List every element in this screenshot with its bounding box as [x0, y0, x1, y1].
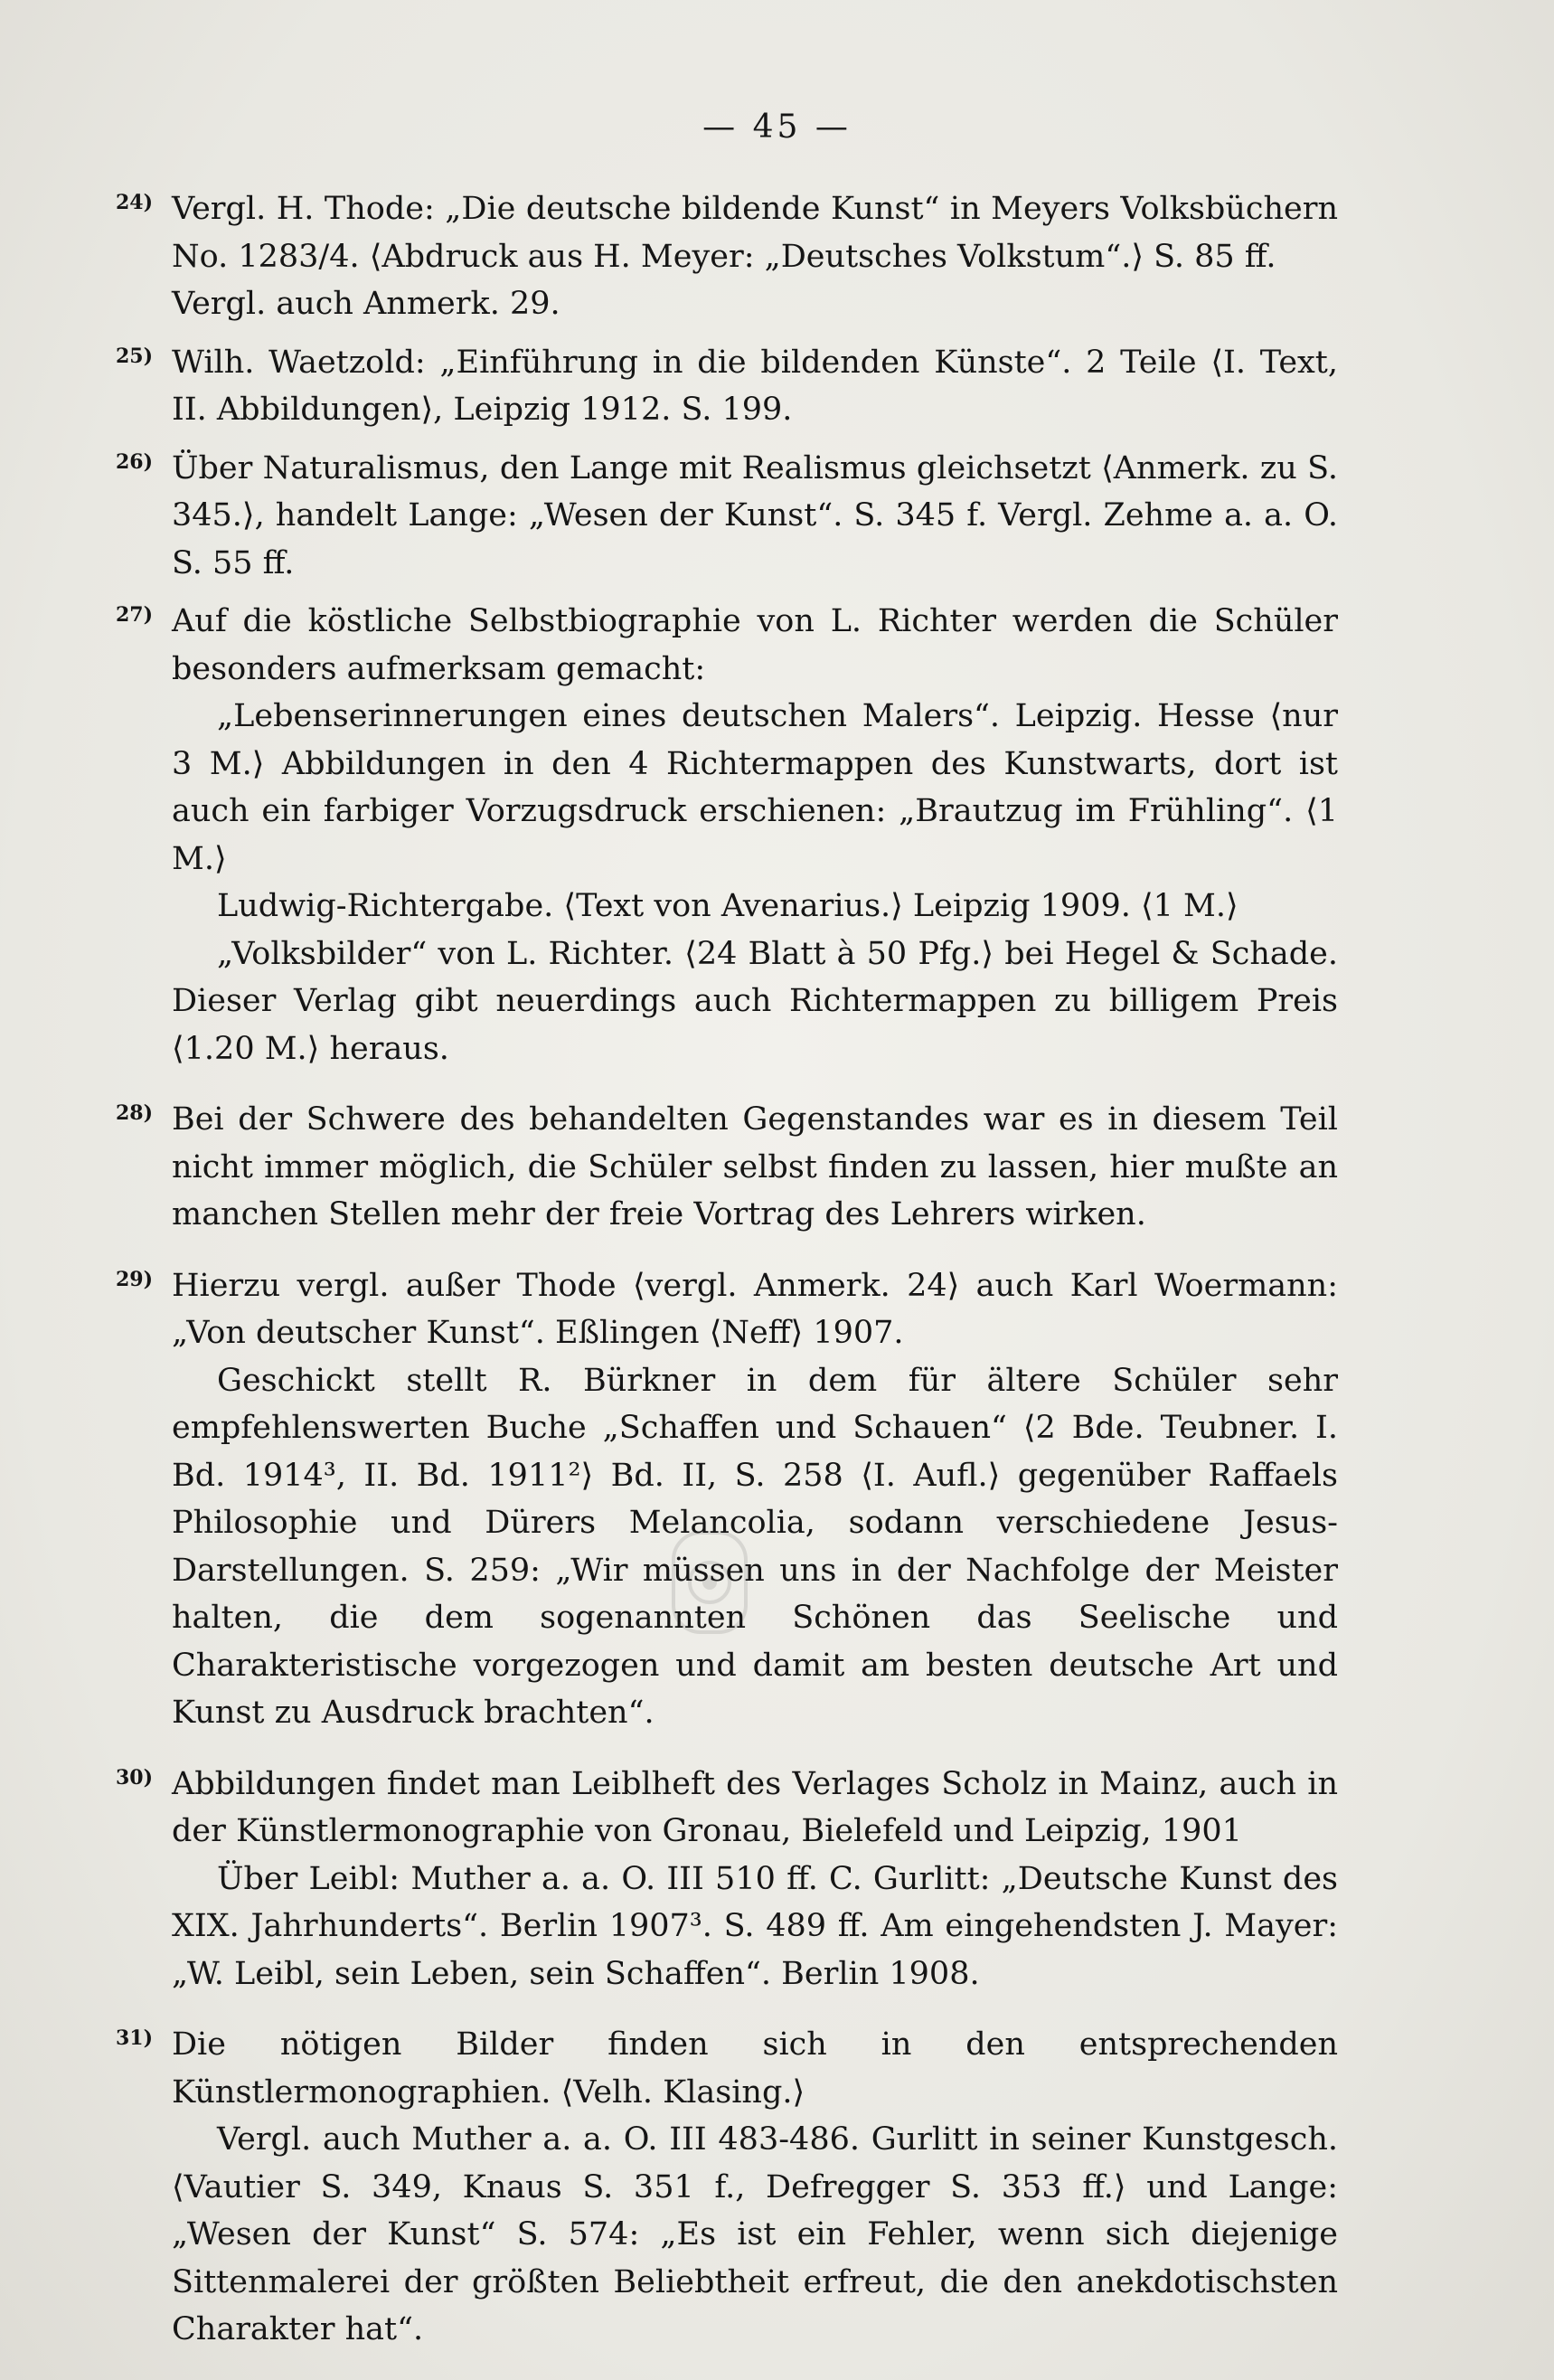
page-number: — 45 — — [702, 109, 852, 146]
footnote-24 — [116, 185, 1338, 328]
footnote-text: Vergl. auch Muther a. a. O. III 483-486. Gurlitt in seiner Kunstgesch. ⟨Vautier S. 349, Knaus S. 351 f., Defregger S. 353 ff.⟩ und Lange: „Wesen der Kunst“ S. 574: „Es ist ein Fehler, wenn sich diejenige Sittenmalerei der größten Beliebtheit erfreut, die den anekdotischsten Charakter hat“. — [172, 2121, 1338, 2347]
footnote-text: Auf die köstliche Selbstbiographie von L. Richter werden die Schüler besonders aufmerksam gemacht: — [172, 603, 1338, 687]
footnotes-list — [116, 185, 1338, 2354]
footnote-text: Abbildungen findet man Leiblheft des Verlages Scholz in Mainz, auch in der Künstlermonographie von Gronau, Bielefeld und Leipzig, 1901 — [172, 1765, 1338, 1849]
footnote-number: 26) — [116, 449, 154, 474]
footnote-text: Vergl. H. Thode: „Die deutsche bildende Kunst“ in Meyers Volksbüchern No. 1283/4. ⟨Abdruck aus H. Meyer: „Deutsches Volkstum“.⟩ S. 85 ff. — [172, 191, 1338, 275]
footnote-text: Hierzu vergl. außer Thode ⟨vergl. Anmerk. 24⟩ auch Karl Woermann: „Von deutscher Kunst“. Eßlingen ⟨Neff⟩ 1907. — [172, 1267, 1338, 1351]
footnote-number: 25) — [116, 344, 154, 368]
footnote-text: „Lebenserinnerungen eines deutschen Malers“. Leipzig. Hesse ⟨nur 3 M.⟩ Abbildungen in den 4 Richtermappen des Kunstwarts, dort ist auch ein farbiger Vorzugsdruck erschienen: „Brautzug im Frühling“. ⟨1 M.⟩ — [172, 698, 1338, 877]
footnote-27 — [116, 598, 1338, 1072]
footnote-25 — [116, 339, 1338, 434]
footnote-28 — [116, 1096, 1338, 1239]
footnote-29 — [116, 1262, 1338, 1737]
footnote-number: 29) — [116, 1267, 154, 1291]
footnote-text: Über Leibl: Muther a. a. O. III 510 ff. C. Gurlitt: „Deutsche Kunst des XIX. Jahrhunderts“. Berlin 1907³. S. 489 ff. Am eingehendsten J. Mayer: „W. Leibl, sein Leben, sein Schaffen“. Berlin 1908. — [172, 1860, 1338, 1992]
footnote-text: Ludwig-Richtergabe. ⟨Text von Avenarius.⟩ Leipzig 1909. ⟨1 M.⟩ — [217, 888, 1238, 924]
footnote-text: Geschickt stellt R. Bürkner in dem für ältere Schüler sehr empfehlenswerten Buche „Schaffen und Schauen“ ⟨2 Bde. Teubner. I. Bd. 1914³, II. Bd. 1911²⟩ Bd. II, S. 258 ⟨I. Aufl.⟩ gegenüber Raffaels Philosophie und Dürers Melancolia, sodann verschiedene Jesus-Darstellungen. S. 259: „Wir müssen uns in der Nachfolge der Meister halten, die dem sogenannten Schönen das Seelische und Charakteristische vorgezogen und damit am besten deutsche Art und Kunst zu Ausdruck brachten“. — [172, 1362, 1338, 1731]
footnote-number: 28) — [116, 1101, 154, 1125]
footnote-text: Wilh. Waetzold: „Einführung in die bildenden Künste“. 2 Teile ⟨I. Text, II. Abbildungen⟩, Leipzig 1912. S. 199. — [172, 344, 1338, 428]
footnote-31 — [116, 2021, 1338, 2354]
footnote-number: 31) — [116, 2026, 154, 2050]
footnote-26 — [116, 445, 1338, 588]
footnote-text: „Volksbilder“ von L. Richter. ⟨24 Blatt à 50 Pfg.⟩ bei Hegel & Schade. Dieser Verlag gibt neuerdings auch Richtermappen zu billigem Preis ⟨1.20 M.⟩ heraus. — [172, 935, 1338, 1067]
footnote-text: Die nötigen Bilder finden sich in den entsprechenden Künstlermonographien. ⟨Velh. Klasing.⟩ — [172, 2026, 1338, 2111]
footnote-text: Über Naturalismus, den Lange mit Realismus gleichsetzt ⟨Anmerk. zu S. 345.⟩, handelt Lange: „Wesen der Kunst“. S. 345 f. Vergl. Zehme a. a. O. S. 55 ff. — [172, 449, 1338, 581]
footnote-text: Vergl. auch Anmerk. 29. — [172, 286, 560, 322]
footnote-30 — [116, 1761, 1338, 1998]
footnote-number: 30) — [116, 1765, 154, 1790]
footnote-number: 24) — [116, 191, 154, 214]
footnote-text: Bei der Schwere des behandelten Gegenstandes war es in diesem Teil nicht immer möglich, die Schüler selbst finden zu lassen, hier mußte an manchen Stellen mehr der freie Vortrag des Lehrers wirken. — [172, 1101, 1338, 1232]
footnote-number: 27) — [116, 603, 154, 627]
